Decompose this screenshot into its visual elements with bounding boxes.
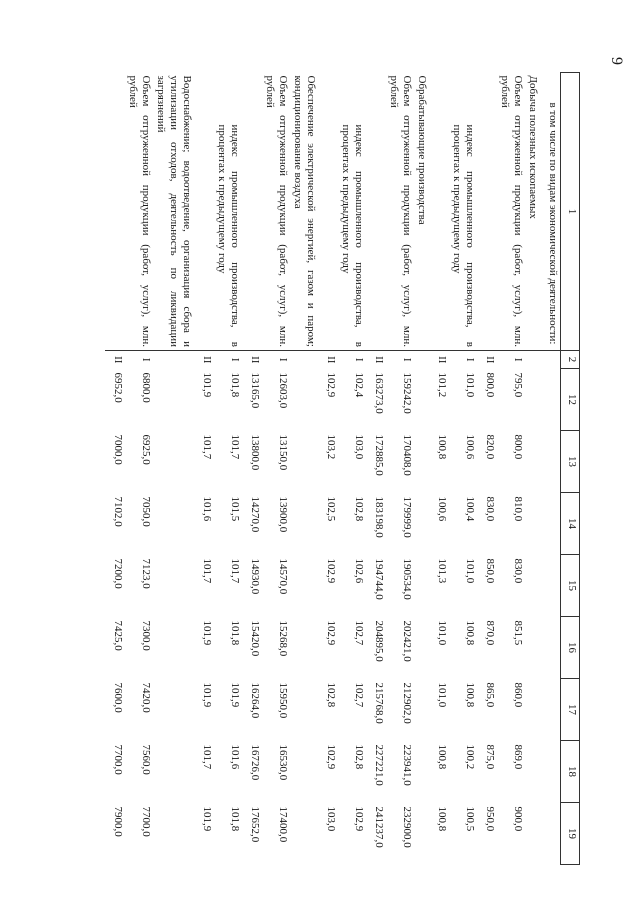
- value-cell: 102,8: [325, 682, 337, 708]
- row-label: [318, 73, 338, 351]
- value-cell: 101,8: [229, 806, 241, 832]
- variant-cell: II: [249, 356, 261, 364]
- table-header: [561, 73, 580, 865]
- section-title: Обрабатывающие производства: [414, 73, 429, 351]
- variant-cell: II: [325, 356, 337, 364]
- empty-cell: [414, 493, 429, 555]
- table-row: [318, 73, 338, 865]
- table-row: [105, 73, 125, 865]
- empty-cell: [525, 351, 540, 369]
- value-cell: 102,7: [353, 620, 365, 646]
- empty-cell: [525, 555, 540, 617]
- value-cell: 851,5: [512, 620, 524, 646]
- table-row: [477, 73, 497, 865]
- value-cell: 7050,0: [140, 496, 152, 527]
- row-label: индекс промышленного производства, в процентах к предыдущему году: [449, 73, 477, 351]
- variant-cell: I: [229, 357, 241, 362]
- value-cell: 102,7: [353, 682, 365, 708]
- row-label: Объем отгруженной продукции (работ, услуг), млн. рублей: [386, 73, 414, 351]
- column-header: 14: [561, 493, 580, 555]
- table-row: [497, 73, 525, 865]
- value-cell: 100,6: [436, 496, 448, 522]
- table-row: [449, 73, 477, 865]
- empty-cell: [414, 351, 429, 369]
- variant-cell: I: [464, 357, 476, 362]
- value-cell: 950,0: [484, 806, 496, 832]
- empty-cell: [525, 493, 540, 555]
- value-cell: 100,4: [464, 496, 476, 522]
- table-row: [540, 73, 561, 865]
- value-cell: 204895,0: [373, 620, 385, 662]
- value-cell: 860,0: [512, 682, 524, 708]
- empty-cell: [525, 803, 540, 865]
- value-cell: 15420,0: [249, 620, 261, 657]
- value-cell: 15268,0: [277, 620, 289, 657]
- variant-cell: II: [201, 356, 213, 364]
- empty-cell: [414, 617, 429, 679]
- value-cell: 13150,0: [277, 434, 289, 471]
- column-header: 2: [561, 351, 580, 369]
- value-cell: 830,0: [484, 496, 496, 522]
- empty-cell: [290, 351, 318, 369]
- value-cell: 194744,0: [373, 558, 385, 600]
- forecast-table: [105, 72, 580, 865]
- value-cell: 102,6: [353, 558, 365, 584]
- empty-cell: [414, 741, 429, 803]
- empty-cell: [290, 493, 318, 555]
- value-cell: 101,7: [201, 744, 213, 770]
- section-title: Водоснабжение; водоотведение, организация сбора и утилизации отходов, деятельность по ликвидации загрязнений: [153, 73, 194, 351]
- value-cell: 869,0: [512, 744, 524, 770]
- empty-cell: [525, 617, 540, 679]
- table-row: [262, 73, 290, 865]
- empty-cell: [525, 431, 540, 493]
- value-cell: 241237,0: [373, 806, 385, 848]
- value-cell: 7420,0: [140, 682, 152, 713]
- value-cell: 101,0: [436, 620, 448, 646]
- empty-cell: [290, 617, 318, 679]
- value-cell: 101,9: [229, 682, 241, 708]
- empty-cell: [290, 741, 318, 803]
- table-row: [414, 73, 429, 865]
- value-cell: 101,8: [229, 372, 241, 398]
- value-cell: 6925,0: [140, 434, 152, 465]
- row-label: [194, 73, 214, 351]
- rotated-page: [111, 72, 580, 864]
- row-label: [105, 73, 125, 351]
- value-cell: 830,0: [512, 558, 524, 584]
- variant-cell: II: [484, 356, 496, 364]
- value-cell: 102,9: [353, 806, 365, 832]
- empty-cell: [290, 555, 318, 617]
- empty-cell: [540, 555, 561, 617]
- column-header: 13: [561, 431, 580, 493]
- value-cell: 810,0: [512, 496, 524, 522]
- empty-cell: [153, 617, 194, 679]
- value-cell: 101,6: [201, 496, 213, 522]
- empty-cell: [525, 679, 540, 741]
- value-cell: 100,8: [436, 434, 448, 460]
- value-cell: 101,7: [229, 434, 241, 460]
- variant-cell: II: [436, 356, 448, 364]
- value-cell: 102,9: [325, 558, 337, 584]
- empty-cell: [290, 803, 318, 865]
- value-cell: 101,9: [201, 372, 213, 398]
- value-cell: 223941,0: [401, 744, 413, 786]
- value-cell: 100,8: [436, 744, 448, 770]
- row-label: Объем отгруженной продукции (работ, услуг), млн. рублей: [125, 73, 153, 351]
- value-cell: 7123,0: [140, 558, 152, 589]
- value-cell: 6800,0: [140, 372, 152, 403]
- value-cell: 100,5: [464, 806, 476, 832]
- value-cell: 16530,0: [277, 744, 289, 781]
- value-cell: 102,9: [325, 744, 337, 770]
- variant-cell: I: [140, 357, 152, 362]
- row-label: [477, 73, 497, 351]
- value-cell: 170408,0: [401, 434, 413, 476]
- table-row: [338, 73, 366, 865]
- row-label: индекс промышленного производства, в процентах к предыдущему году: [214, 73, 242, 351]
- value-cell: 103,0: [353, 434, 365, 460]
- value-cell: 101,7: [229, 558, 241, 584]
- empty-cell: [540, 493, 561, 555]
- value-cell: 14570,0: [277, 558, 289, 595]
- value-cell: 16726,0: [249, 744, 261, 781]
- empty-cell: [153, 555, 194, 617]
- value-cell: 101,9: [201, 682, 213, 708]
- value-cell: 820,0: [484, 434, 496, 460]
- variant-cell: I: [277, 357, 289, 362]
- value-cell: 102,9: [325, 620, 337, 646]
- value-cell: 172885,0: [373, 434, 385, 476]
- variant-cell: I: [353, 357, 365, 362]
- value-cell: 101,9: [201, 806, 213, 832]
- empty-cell: [290, 369, 318, 431]
- table-row: [153, 73, 194, 865]
- empty-cell: [153, 679, 194, 741]
- value-cell: 16264,0: [249, 682, 261, 719]
- section-intro: в том числе по видам экономической деятельности:: [540, 73, 561, 351]
- table-row: [429, 73, 449, 865]
- value-cell: 202421,0: [401, 620, 413, 662]
- value-cell: 17652,0: [249, 806, 261, 843]
- empty-cell: [153, 431, 194, 493]
- value-cell: 900,0: [512, 806, 524, 832]
- value-cell: 215768,0: [373, 682, 385, 724]
- value-cell: 14930,0: [249, 558, 261, 595]
- empty-cell: [525, 741, 540, 803]
- value-cell: 15950,0: [277, 682, 289, 719]
- value-cell: 190534,0: [401, 558, 413, 600]
- empty-cell: [540, 369, 561, 431]
- column-header: 19: [561, 803, 580, 865]
- value-cell: 14270,0: [249, 496, 261, 533]
- empty-cell: [414, 679, 429, 741]
- row-label: [366, 73, 386, 351]
- empty-cell: [525, 369, 540, 431]
- row-label: [429, 73, 449, 351]
- column-header: 12: [561, 369, 580, 431]
- row-label: Объем отгруженной продукции (работ, услуг), млн. рублей: [262, 73, 290, 351]
- value-cell: 232900,0: [401, 806, 413, 848]
- value-cell: 7102,0: [112, 496, 124, 527]
- column-header: 18: [561, 741, 580, 803]
- table-row: [125, 73, 153, 865]
- value-cell: 800,0: [512, 434, 524, 460]
- value-cell: 101,7: [201, 434, 213, 460]
- value-cell: 101,3: [436, 558, 448, 584]
- empty-cell: [540, 351, 561, 369]
- value-cell: 100,8: [464, 620, 476, 646]
- table-row: [242, 73, 262, 865]
- value-cell: 7700,0: [140, 806, 152, 837]
- section-title: Добыча полезных ископаемых: [525, 73, 540, 351]
- value-cell: 795,0: [512, 372, 524, 398]
- variant-cell: II: [112, 356, 124, 364]
- value-cell: 7200,0: [112, 558, 124, 589]
- column-header: 16: [561, 617, 580, 679]
- value-cell: 101,7: [201, 558, 213, 584]
- column-header: 1: [561, 73, 580, 351]
- value-cell: 7000,0: [112, 434, 124, 465]
- empty-cell: [290, 431, 318, 493]
- value-cell: 13800,0: [249, 434, 261, 471]
- value-cell: 850,0: [484, 558, 496, 584]
- value-cell: 101,2: [436, 372, 448, 398]
- row-label: Объем отгруженной продукции (работ, услуг), млн. рублей: [497, 73, 525, 351]
- table-row: [386, 73, 414, 865]
- value-cell: 101,6: [229, 744, 241, 770]
- value-cell: 212902,0: [401, 682, 413, 724]
- value-cell: 100,2: [464, 744, 476, 770]
- value-cell: 13900,0: [277, 496, 289, 533]
- value-cell: 7425,0: [112, 620, 124, 651]
- row-label: [242, 73, 262, 351]
- value-cell: 800,0: [484, 372, 496, 398]
- empty-cell: [414, 803, 429, 865]
- value-cell: 102,9: [325, 372, 337, 398]
- empty-cell: [414, 555, 429, 617]
- empty-cell: [540, 617, 561, 679]
- value-cell: 101,9: [201, 620, 213, 646]
- value-cell: 183198,0: [373, 496, 385, 538]
- empty-cell: [540, 679, 561, 741]
- empty-cell: [153, 741, 194, 803]
- row-label: индекс промышленного производства, в процентах к предыдущему году: [338, 73, 366, 351]
- value-cell: 103,0: [325, 806, 337, 832]
- table-body: [105, 73, 561, 865]
- variant-cell: I: [512, 357, 524, 362]
- value-cell: 870,0: [484, 620, 496, 646]
- value-cell: 7600,0: [112, 682, 124, 713]
- empty-cell: [153, 351, 194, 369]
- variant-cell: II: [373, 356, 385, 364]
- value-cell: 17400,0: [277, 806, 289, 843]
- empty-cell: [290, 679, 318, 741]
- empty-cell: [414, 369, 429, 431]
- value-cell: 6952,0: [112, 372, 124, 403]
- value-cell: 101,8: [229, 620, 241, 646]
- section-title: Обеспечение электрической энергией, газом и паром; кондиционирование воздуха: [290, 73, 318, 351]
- value-cell: 102,4: [353, 372, 365, 398]
- value-cell: 101,0: [464, 558, 476, 584]
- value-cell: 7900,0: [112, 806, 124, 837]
- table-row: [214, 73, 242, 865]
- value-cell: 179999,0: [401, 496, 413, 538]
- table-row: [290, 73, 318, 865]
- value-cell: 101,0: [436, 682, 448, 708]
- value-cell: 101,0: [464, 372, 476, 398]
- table-row: [194, 73, 214, 865]
- table-row: [366, 73, 386, 865]
- column-header: 15: [561, 555, 580, 617]
- value-cell: 865,0: [484, 682, 496, 708]
- table-row: [525, 73, 540, 865]
- empty-cell: [153, 369, 194, 431]
- value-cell: 100,8: [436, 806, 448, 832]
- value-cell: 100,6: [464, 434, 476, 460]
- value-cell: 7560,0: [140, 744, 152, 775]
- value-cell: 103,2: [325, 434, 337, 460]
- value-cell: 102,8: [353, 496, 365, 522]
- value-cell: 163273,0: [373, 372, 385, 414]
- empty-cell: [540, 431, 561, 493]
- variant-cell: I: [401, 357, 413, 362]
- value-cell: 100,8: [464, 682, 476, 708]
- value-cell: 875,0: [484, 744, 496, 770]
- value-cell: 227221,0: [373, 744, 385, 786]
- value-cell: 7300,0: [140, 620, 152, 651]
- empty-cell: [540, 741, 561, 803]
- empty-cell: [414, 431, 429, 493]
- page-number: 9: [608, 57, 625, 65]
- value-cell: 13165,0: [249, 372, 261, 409]
- empty-cell: [153, 493, 194, 555]
- empty-cell: [153, 803, 194, 865]
- value-cell: 102,5: [325, 496, 337, 522]
- value-cell: 12603,0: [277, 372, 289, 409]
- value-cell: 159242,0: [401, 372, 413, 414]
- column-header: 17: [561, 679, 580, 741]
- value-cell: 7700,0: [112, 744, 124, 775]
- value-cell: 102,8: [353, 744, 365, 770]
- empty-cell: [540, 803, 561, 865]
- value-cell: 101,5: [229, 496, 241, 522]
